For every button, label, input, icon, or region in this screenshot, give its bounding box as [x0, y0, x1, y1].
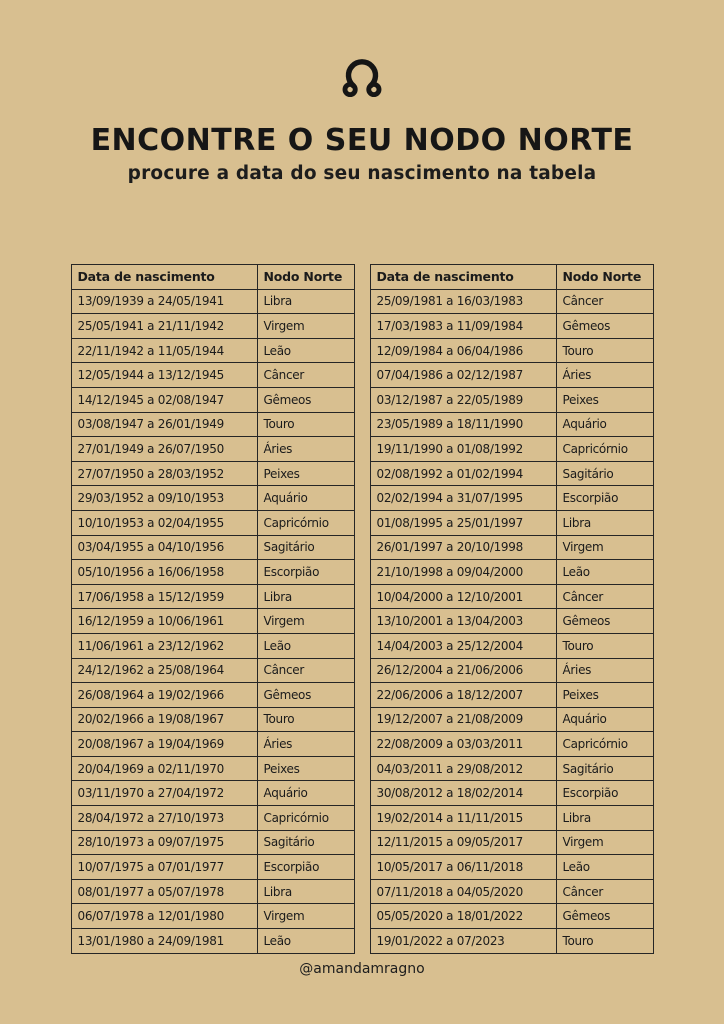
- north-node-sign: Virgem: [556, 535, 653, 560]
- table-row: [370, 289, 653, 314]
- column-header-north-node: Nodo Norte: [257, 265, 354, 290]
- table-row: [71, 486, 354, 511]
- table-row: [71, 879, 354, 904]
- table-row: [370, 683, 653, 708]
- birth-date-range: 04/03/2011 a 29/08/2012: [370, 756, 556, 781]
- birth-date-range: 25/09/1981 a 16/03/1983: [370, 289, 556, 314]
- page-subtitle: procure a data do seu nascimento na tabela: [127, 163, 597, 184]
- north-node-sign: Sagitário: [556, 756, 653, 781]
- north-node-sign: Áries: [257, 437, 354, 462]
- birth-date-range: 14/04/2003 a 25/12/2004: [370, 633, 556, 658]
- table-row: [71, 806, 354, 831]
- table-row: [370, 707, 653, 732]
- page-title: ENCONTRE O SEU NODO NORTE: [90, 123, 634, 158]
- north-node-sign: Touro: [257, 412, 354, 437]
- table-row: [71, 510, 354, 535]
- birth-date-range: 27/07/1950 a 28/03/1952: [71, 461, 257, 486]
- table-row: [71, 756, 354, 781]
- table-row: [370, 412, 653, 437]
- north-node-sign: Áries: [556, 363, 653, 388]
- birth-date-range: 25/05/1941 a 21/11/1942: [71, 314, 257, 339]
- birth-date-range: 16/12/1959 a 10/06/1961: [71, 609, 257, 634]
- north-node-sign: Leão: [556, 855, 653, 880]
- north-node-sign: Câncer: [257, 658, 354, 683]
- table-row: [370, 338, 653, 363]
- table-row: [71, 412, 354, 437]
- birth-date-range: 07/11/2018 a 04/05/2020: [370, 879, 556, 904]
- table-row: [71, 904, 354, 929]
- birth-date-range: 13/01/1980 a 24/09/1981: [71, 929, 257, 954]
- north-node-sign: Câncer: [556, 879, 653, 904]
- birth-date-range: 02/08/1992 a 01/02/1994: [370, 461, 556, 486]
- north-node-sign: Virgem: [257, 609, 354, 634]
- north-node-sign: Gêmeos: [556, 314, 653, 339]
- table-row: [71, 732, 354, 757]
- table-row: [370, 510, 653, 535]
- north-node-sign: Touro: [556, 633, 653, 658]
- table-row: [370, 658, 653, 683]
- table-row: [71, 929, 354, 954]
- birth-date-range: 19/01/2022 a 07/2023: [370, 929, 556, 954]
- table-row: [370, 633, 653, 658]
- table-row: [370, 609, 653, 634]
- north-node-sign: Leão: [556, 560, 653, 585]
- table-row: [71, 609, 354, 634]
- table-row: [71, 633, 354, 658]
- birth-date-range: 21/10/1998 a 09/04/2000: [370, 560, 556, 585]
- table-row: [71, 560, 354, 585]
- north-node-sign: Aquário: [257, 486, 354, 511]
- north-node-sign: Leão: [257, 633, 354, 658]
- table-row: [71, 437, 354, 462]
- birth-date-range: 12/11/2015 a 09/05/2017: [370, 830, 556, 855]
- tables-container: [71, 264, 654, 954]
- birth-date-range: 22/08/2009 a 03/03/2011: [370, 732, 556, 757]
- north-node-sign: Virgem: [257, 904, 354, 929]
- north-node-sign: Touro: [257, 707, 354, 732]
- birth-date-range: 29/03/1952 a 09/10/1953: [71, 486, 257, 511]
- birth-date-range: 20/08/1967 a 19/04/1969: [71, 732, 257, 757]
- north-node-sign: Leão: [257, 338, 354, 363]
- birth-date-range: 05/05/2020 a 18/01/2022: [370, 904, 556, 929]
- north-node-sign: Gêmeos: [257, 683, 354, 708]
- table-row: [370, 363, 653, 388]
- north-node-sign: Aquário: [556, 707, 653, 732]
- birth-date-range: 10/05/2017 a 06/11/2018: [370, 855, 556, 880]
- north-node-sign: Touro: [556, 338, 653, 363]
- table-row: [370, 781, 653, 806]
- birth-date-range: 26/01/1997 a 20/10/1998: [370, 535, 556, 560]
- table-row: [71, 363, 354, 388]
- birth-date-range: 28/04/1972 a 27/10/1973: [71, 806, 257, 831]
- north-node-sign: Aquário: [257, 781, 354, 806]
- table-header-row: [71, 265, 354, 290]
- birth-date-range: 22/11/1942 a 11/05/1944: [71, 338, 257, 363]
- table-row: [71, 461, 354, 486]
- north-node-sign: Sagitário: [257, 535, 354, 560]
- north-node-sign: Gêmeos: [257, 387, 354, 412]
- birth-date-range: 17/06/1958 a 15/12/1959: [71, 584, 257, 609]
- table-row: [370, 461, 653, 486]
- table-row: [370, 486, 653, 511]
- table-row: [71, 387, 354, 412]
- north-node-sign: Escorpião: [257, 855, 354, 880]
- table-header-row: [370, 265, 653, 290]
- birth-date-range: 03/04/1955 a 04/10/1956: [71, 535, 257, 560]
- north-node-icon: [335, 50, 389, 102]
- birth-date-range: 13/10/2001 a 13/04/2003: [370, 609, 556, 634]
- birth-date-range: 13/09/1939 a 24/05/1941: [71, 289, 257, 314]
- table-row: [370, 879, 653, 904]
- north-node-sign: Touro: [556, 929, 653, 954]
- north-node-sign: Capricórnio: [257, 510, 354, 535]
- birth-date-range: 19/12/2007 a 21/08/2009: [370, 707, 556, 732]
- birth-date-range: 12/09/1984 a 06/04/1986: [370, 338, 556, 363]
- north-node-sign: Peixes: [556, 683, 653, 708]
- table-row: [71, 338, 354, 363]
- table-row: [370, 904, 653, 929]
- birth-date-range: 07/04/1986 a 02/12/1987: [370, 363, 556, 388]
- birth-date-range: 23/05/1989 a 18/11/1990: [370, 412, 556, 437]
- birth-date-range: 03/08/1947 a 26/01/1949: [71, 412, 257, 437]
- north-node-sign: Gêmeos: [556, 609, 653, 634]
- column-header-birth-date: Data de nascimento: [71, 265, 257, 290]
- north-node-sign: Câncer: [556, 289, 653, 314]
- table-row: [71, 314, 354, 339]
- birth-date-range: 20/04/1969 a 02/11/1970: [71, 756, 257, 781]
- birth-date-range: 26/12/2004 a 21/06/2006: [370, 658, 556, 683]
- north-node-sign: Peixes: [556, 387, 653, 412]
- north-node-sign: Câncer: [257, 363, 354, 388]
- table-row: [370, 929, 653, 954]
- north-node-sign: Áries: [556, 658, 653, 683]
- north-node-sign: Áries: [257, 732, 354, 757]
- north-node-sign: Libra: [556, 510, 653, 535]
- north-node-sign: Gêmeos: [556, 904, 653, 929]
- birth-date-range: 19/02/2014 a 11/11/2015: [370, 806, 556, 831]
- table-row: [71, 781, 354, 806]
- column-header-north-node: Nodo Norte: [556, 265, 653, 290]
- table-row: [370, 560, 653, 585]
- birth-date-range: 30/08/2012 a 18/02/2014: [370, 781, 556, 806]
- birth-date-range: 17/03/1983 a 11/09/1984: [370, 314, 556, 339]
- birth-date-range: 27/01/1949 a 26/07/1950: [71, 437, 257, 462]
- table-row: [370, 387, 653, 412]
- north-node-sign: Peixes: [257, 461, 354, 486]
- table-row: [370, 855, 653, 880]
- table-row: [370, 806, 653, 831]
- north-node-sign: Escorpião: [556, 486, 653, 511]
- north-node-sign: Capricórnio: [556, 437, 653, 462]
- birth-date-range: 08/01/1977 a 05/07/1978: [71, 879, 257, 904]
- north-node-sign: Peixes: [257, 756, 354, 781]
- birth-date-range: 19/11/1990 a 01/08/1992: [370, 437, 556, 462]
- birth-date-range: 06/07/1978 a 12/01/1980: [71, 904, 257, 929]
- north-node-sign: Sagitário: [257, 830, 354, 855]
- node-table-left: [71, 264, 355, 954]
- north-node-sign: Libra: [257, 289, 354, 314]
- north-node-sign: Virgem: [556, 830, 653, 855]
- north-node-sign: Leão: [257, 929, 354, 954]
- table-row: [71, 535, 354, 560]
- north-node-sign: Aquário: [556, 412, 653, 437]
- birth-date-range: 26/08/1964 a 19/02/1966: [71, 683, 257, 708]
- north-node-sign: Capricórnio: [556, 732, 653, 757]
- birth-date-range: 03/11/1970 a 27/04/1972: [71, 781, 257, 806]
- table-row: [71, 584, 354, 609]
- table-row: [71, 855, 354, 880]
- table-row: [370, 756, 653, 781]
- column-header-birth-date: Data de nascimento: [370, 265, 556, 290]
- north-node-sign: Libra: [257, 879, 354, 904]
- birth-date-range: 11/06/1961 a 23/12/1962: [71, 633, 257, 658]
- birth-date-range: 22/06/2006 a 18/12/2007: [370, 683, 556, 708]
- table-row: [370, 535, 653, 560]
- table-row: [370, 437, 653, 462]
- birth-date-range: 05/10/1956 a 16/06/1958: [71, 560, 257, 585]
- table-row: [71, 830, 354, 855]
- node-table-right: [370, 264, 654, 954]
- birth-date-range: 24/12/1962 a 25/08/1964: [71, 658, 257, 683]
- birth-date-range: 12/05/1944 a 13/12/1945: [71, 363, 257, 388]
- north-node-sign: Escorpião: [556, 781, 653, 806]
- north-node-sign: Câncer: [556, 584, 653, 609]
- instagram-handle: @amandamragno: [299, 960, 425, 977]
- north-node-sign: Libra: [556, 806, 653, 831]
- north-node-sign: Libra: [257, 584, 354, 609]
- north-node-sign: Capricórnio: [257, 806, 354, 831]
- birth-date-range: 14/12/1945 a 02/08/1947: [71, 387, 257, 412]
- north-node-sign: Virgem: [257, 314, 354, 339]
- birth-date-range: 28/10/1973 a 09/07/1975: [71, 830, 257, 855]
- table-row: [370, 584, 653, 609]
- table-row: [71, 707, 354, 732]
- birth-date-range: 10/07/1975 a 07/01/1977: [71, 855, 257, 880]
- birth-date-range: 10/10/1953 a 02/04/1955: [71, 510, 257, 535]
- birth-date-range: 20/02/1966 a 19/08/1967: [71, 707, 257, 732]
- birth-date-range: 10/04/2000 a 12/10/2001: [370, 584, 556, 609]
- table-row: [370, 314, 653, 339]
- table-row: [71, 289, 354, 314]
- table-row: [370, 830, 653, 855]
- table-row: [71, 658, 354, 683]
- birth-date-range: 01/08/1995 a 25/01/1997: [370, 510, 556, 535]
- north-node-sign: Escorpião: [257, 560, 354, 585]
- north-node-sign: Sagitário: [556, 461, 653, 486]
- birth-date-range: 03/12/1987 a 22/05/1989: [370, 387, 556, 412]
- table-row: [71, 683, 354, 708]
- birth-date-range: 02/02/1994 a 31/07/1995: [370, 486, 556, 511]
- table-row: [370, 732, 653, 757]
